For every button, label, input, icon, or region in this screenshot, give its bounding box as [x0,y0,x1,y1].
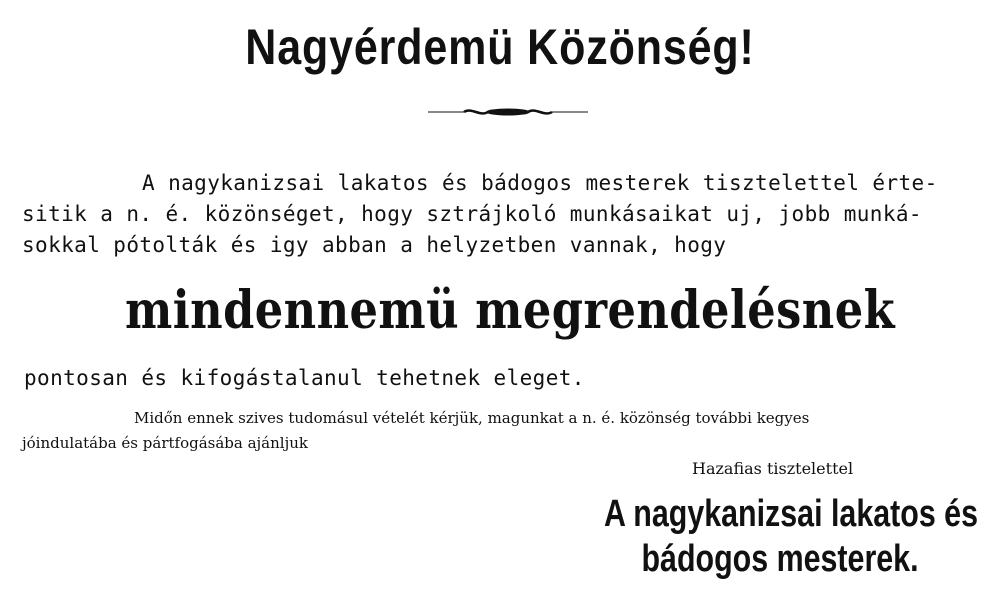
signature-line: bádogos mesterek. [641,538,919,580]
request-line: Midőn ennek szives tudomásul vételét kérjük, magunkat a n. é. közönség további kegyes [134,409,810,427]
request-paragraph [22,406,982,456]
signature-block [560,492,1000,582]
intro-paragraph [22,168,982,261]
emphasis-heading: mindennemü megrendelésnek [124,280,896,341]
salutation: Hazafias tisztelettel [692,459,854,478]
emphasis-continuation: pontosan és kifogástalanul tehetnek eleget. [24,366,585,390]
intro-line: A nagykanizsai lakatos és bádogos mesterek tisztelettel érte- [142,171,938,195]
intro-line: sitik a n. é. közönséget, hogy sztrájkoló munkásaikat uj, jobb munká- [22,202,922,226]
decorative-flourish-icon [428,105,588,119]
page-title: Nagyérdemü Közönség! [245,19,755,75]
signature-line: A nagykanizsai lakatos és [604,493,978,535]
intro-line: sokkal pótolták és igy abban a helyzetben vannak, hogy [22,233,727,257]
request-line: jóindulatába és pártfogásába ajánljuk [22,434,308,452]
